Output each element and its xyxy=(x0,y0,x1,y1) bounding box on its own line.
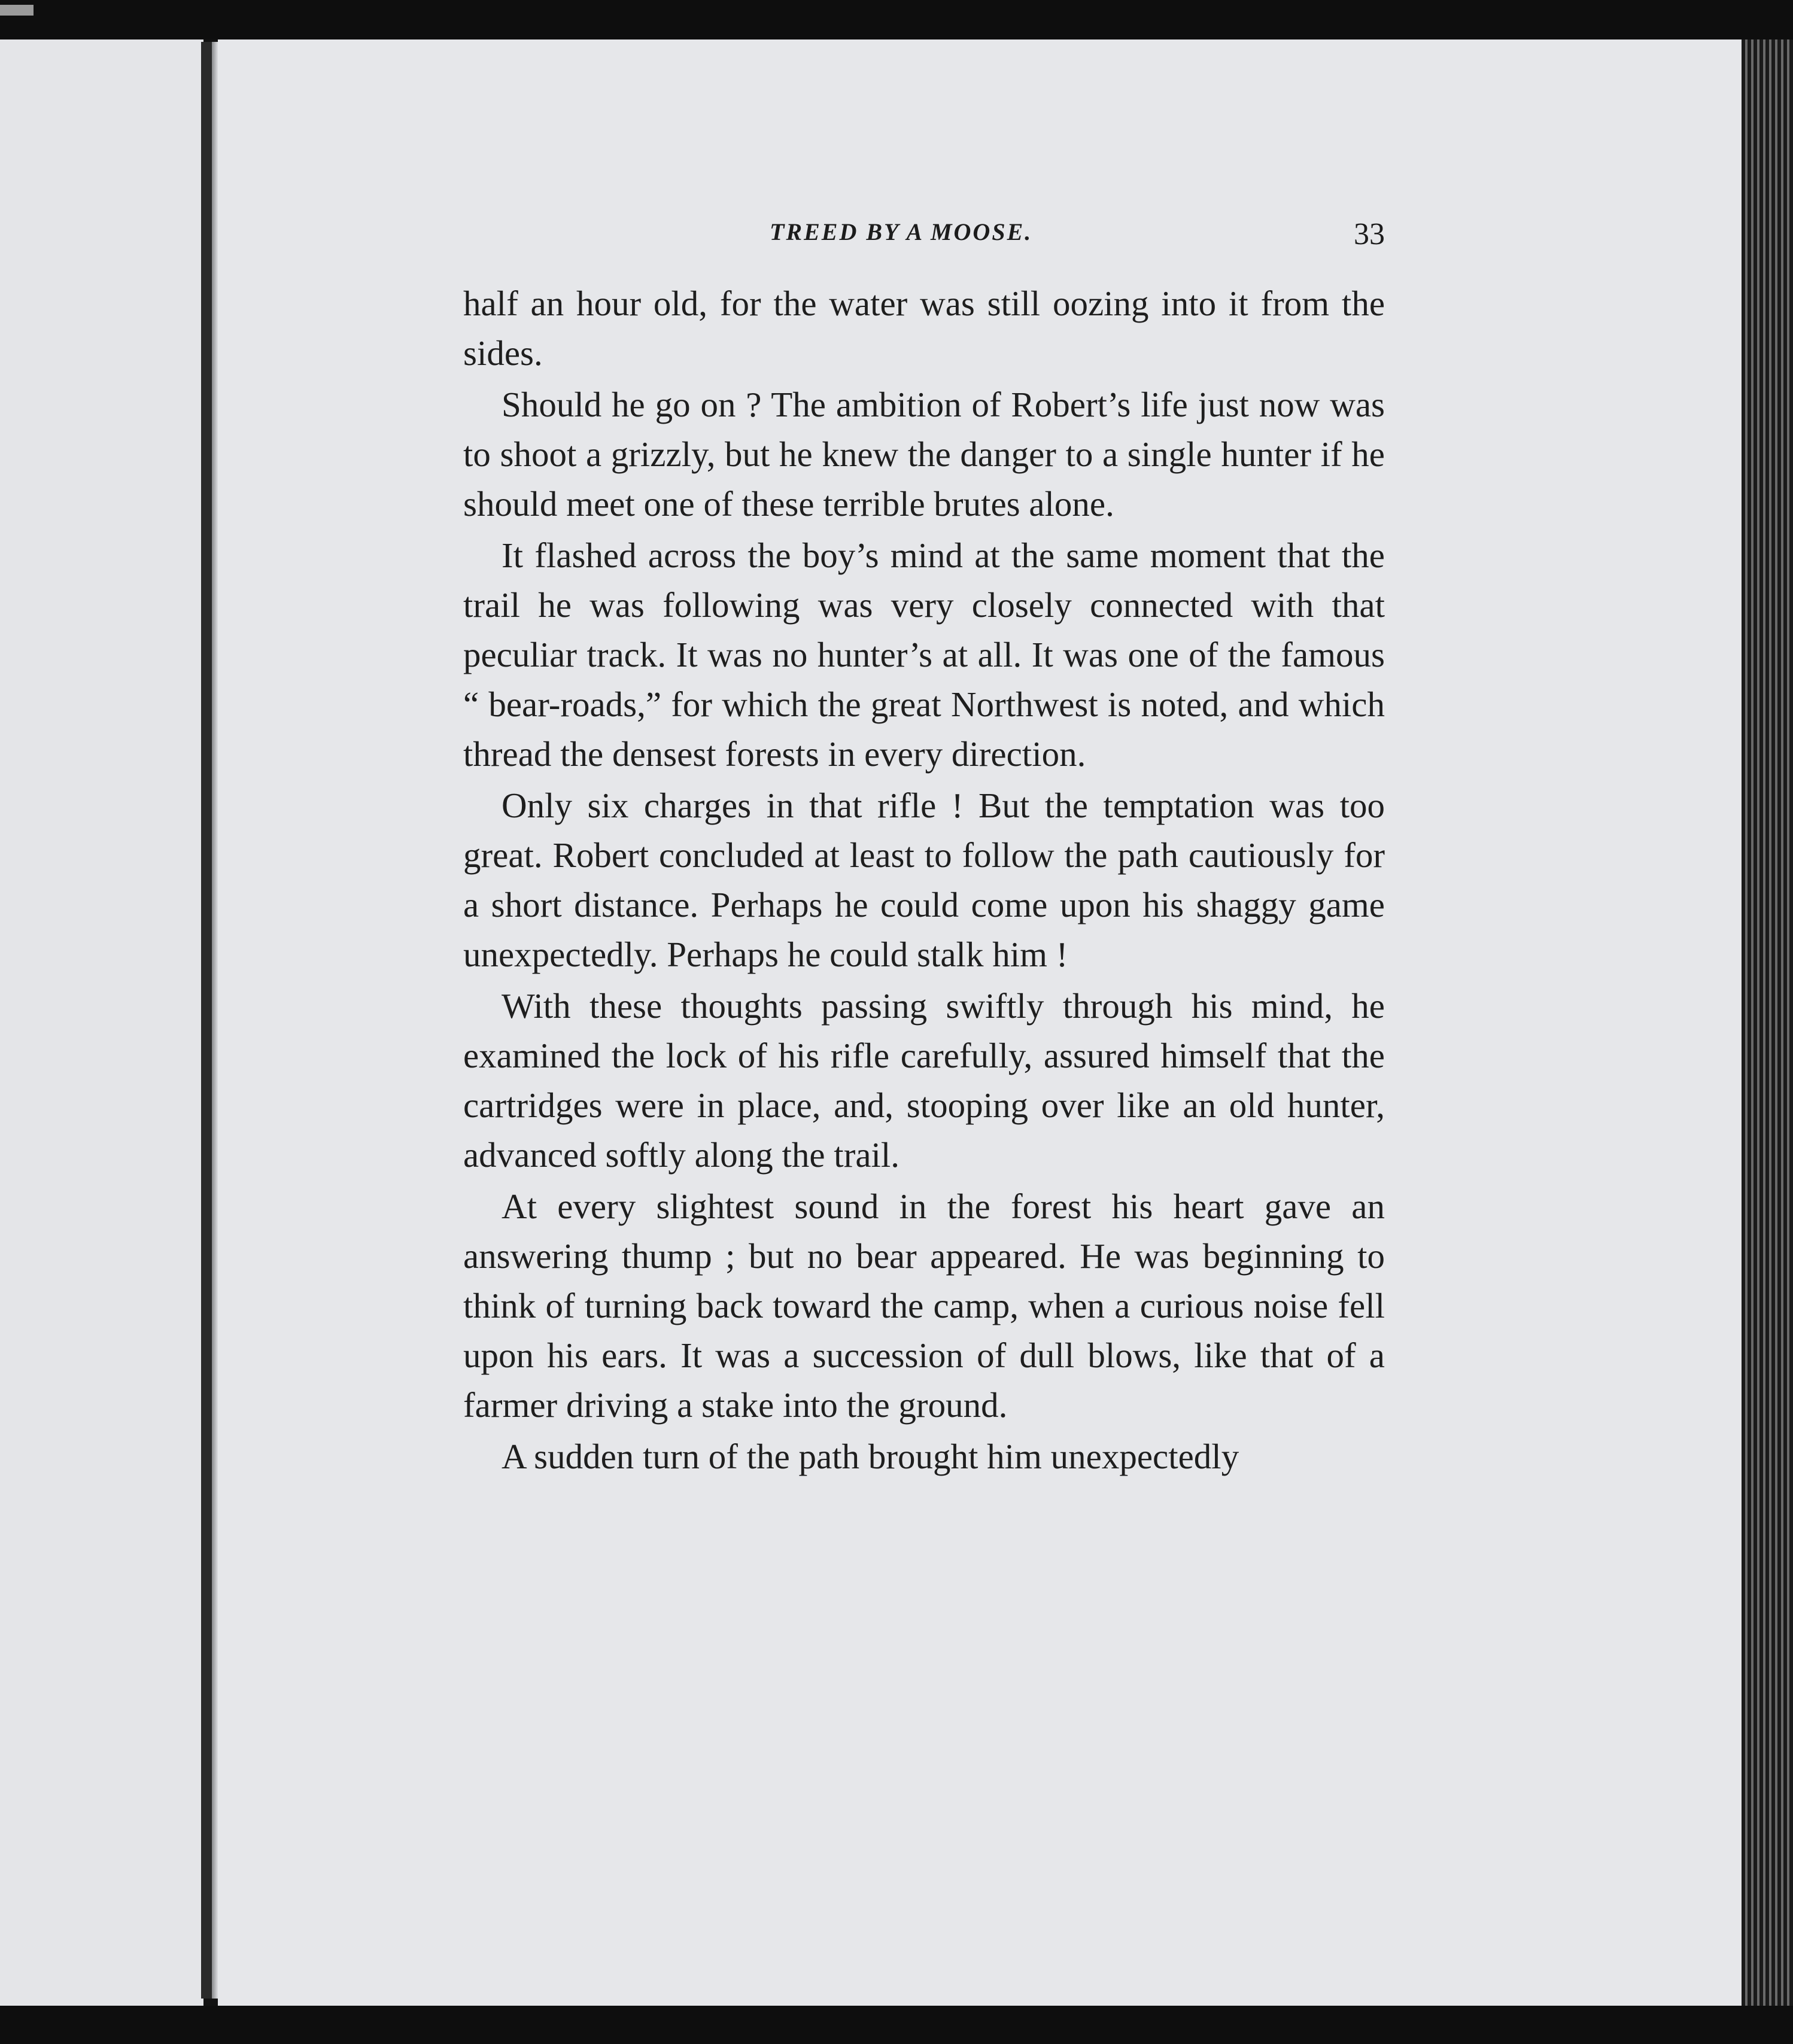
paragraph-7: A sudden turn of the path brought him unexpectedly xyxy=(502,1437,1239,1476)
book-gutter xyxy=(201,42,212,1999)
paragraph-1: half an hour old, for the water was still oozing into it from the sides. xyxy=(463,284,1385,373)
scan-bottom-border xyxy=(0,2006,1793,2044)
scan-top-border xyxy=(0,0,1793,39)
running-title: TREED BY A MOOSE. xyxy=(770,218,1033,245)
paragraph-4: Only six charges in that rifle ! But the temptation was too great. Robert concluded at least to follow the path cautiously for a short distance. Perhaps he could come upon his shaggy game unexpectedly. Perhaps he could stalk him ! xyxy=(463,786,1385,974)
page-number: 33 xyxy=(1354,217,1385,251)
page-header xyxy=(463,214,1385,260)
paragraph-6: At every slightest sound in the forest his heart gave an answering thump ; but no bear appeared. He was beginning to think of turning back toward the camp, when a curious noise fell upon his ears. It was a succession of dull blows, like that of a farmer driving a stake into the ground. xyxy=(463,1187,1385,1425)
page-body xyxy=(463,279,1385,1483)
paragraph-2: Should he go on ? The ambition of Robert’s life just now was to shoot a grizzly, but he knew the danger to a single hunter if he should meet one of these terrible brutes alone. xyxy=(463,385,1385,524)
page-edges xyxy=(1742,39,1793,2006)
left-page-margin xyxy=(0,39,203,2006)
scan-corner-mark xyxy=(0,5,34,16)
paragraph-5: With these thoughts passing swiftly through his mind, he examined the lock of his rifle carefully, assured himself that the cartridges were in place, and, stooping over like an old hunter, advanced softly along the trail. xyxy=(463,986,1385,1175)
paragraph-3: It flashed across the boy’s mind at the same moment that the trail he was following was very closely connected with that peculiar track. It was no hunter’s at all. It was one of the famous “ bear-roads,” for which the great Northwest is noted, and which thread the densest forests in every direction. xyxy=(463,536,1385,774)
gutter-shadow xyxy=(212,42,218,1999)
